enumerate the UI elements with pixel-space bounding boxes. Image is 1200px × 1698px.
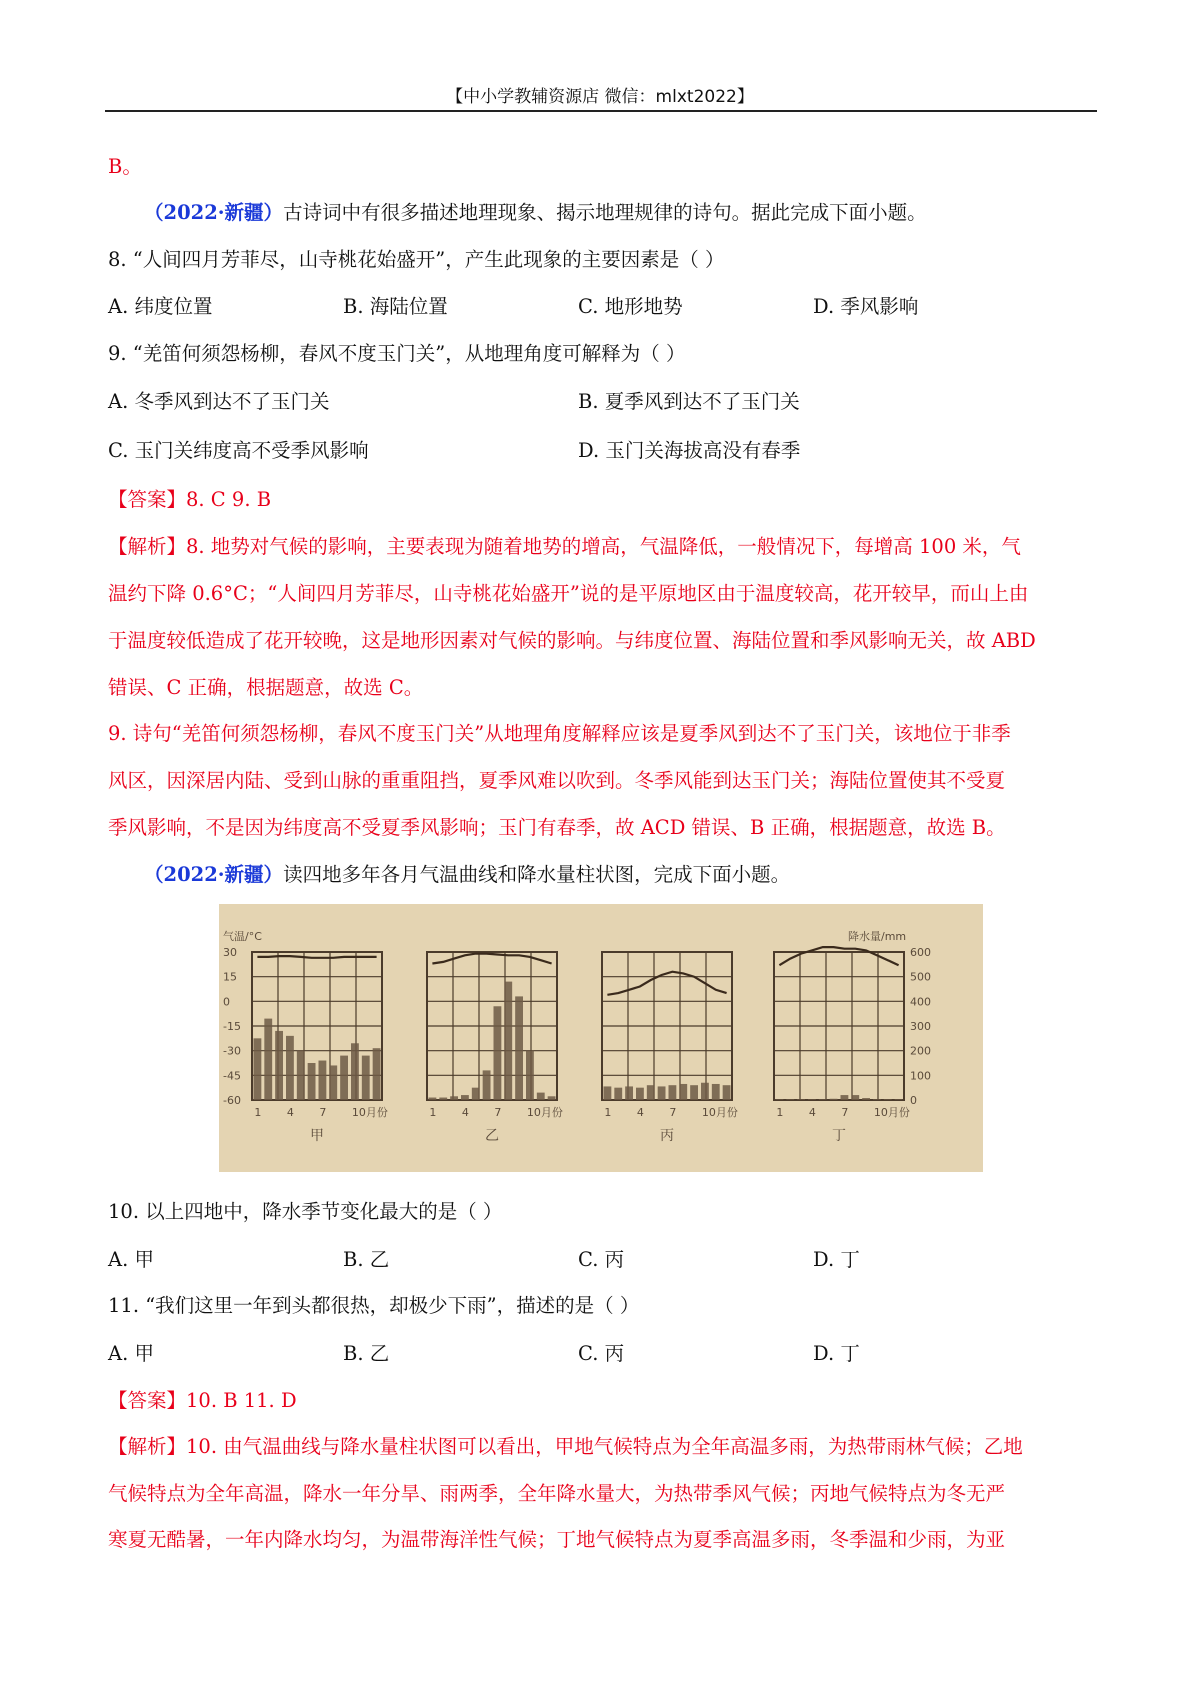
precipitation-bar xyxy=(776,1099,784,1100)
temperature-curve xyxy=(779,947,898,965)
precipitation-bar xyxy=(515,996,523,1100)
precipitation-bar xyxy=(851,1095,859,1100)
q8-option-a: A. 纬度位置 xyxy=(108,295,213,318)
precipitation-bar xyxy=(461,1095,469,1100)
explanation-8-line-2: 温约下降 0.6°C；“人间四月芳菲尽，山寺桃花始盛开”说的是平原地区由于温度较高，花开较早，而山上由 xyxy=(108,582,1029,605)
precipitation-bar xyxy=(797,1099,805,1100)
month-tick-label: 4 xyxy=(461,1106,469,1119)
q9-option-c: C. 玉门关纬度高不受季风影响 xyxy=(108,439,369,462)
temperature-tick-label: 15 xyxy=(223,970,237,984)
explanation-8-line-3: 于温度较低造成了花开较晚，这是地形因素对气候的影响。与纬度位置、海陆位置和季风影响无关，故 ABD xyxy=(108,629,1036,652)
explanation-9-line-1: 9. 诗句“羌笛何须怨杨柳，春风不度玉门关”从地理角度解释应该是夏季风到达不了玉门关，该地位于非季 xyxy=(108,722,1011,745)
precipitation-bar xyxy=(884,1099,892,1100)
month-tick-label: 7 xyxy=(319,1106,327,1119)
page-header: 【中小学教辅资源店 微信：mlxt2022】 xyxy=(446,87,754,107)
precipitation-bar xyxy=(625,1086,633,1100)
precipitation-bar xyxy=(264,1019,272,1100)
precipitation-bar xyxy=(873,1099,881,1100)
month-tick-label: 4 xyxy=(286,1106,294,1119)
precipitation-bar xyxy=(614,1088,622,1100)
precipitation-bar xyxy=(472,1088,480,1100)
precipitation-bar xyxy=(504,982,512,1100)
precipitation-axis-label: 降水量/mm xyxy=(848,930,907,943)
precipitation-bar xyxy=(862,1098,870,1100)
source-tag: （2022·新疆） xyxy=(144,863,284,886)
intro-text: 古诗词中有很多描述地理现象、揭示地理规律的诗句。据此完成下面小题。 xyxy=(283,201,927,224)
month-tick-label: 10月份 xyxy=(526,1106,563,1119)
explanation-9-line-2: 风区，因深居内陆、受到山脉的重重阻挡，夏季风难以吹到。冬季风能到达玉门关；海陆位置使其不受夏 xyxy=(108,769,1006,792)
temperature-tick-label: -30 xyxy=(223,1044,241,1058)
precipitation-bar xyxy=(329,1065,337,1100)
precipitation-bar xyxy=(362,1056,370,1100)
answer-10-11: 【答案】10. B 11. D xyxy=(108,1389,297,1412)
temperature-curve xyxy=(607,972,726,995)
q9-option-a: A. 冬季风到达不了玉门关 xyxy=(108,390,330,413)
month-tick-label: 7 xyxy=(841,1106,849,1119)
q8-option-b: B. 海陆位置 xyxy=(343,295,448,318)
month-tick-label: 4 xyxy=(636,1106,644,1119)
month-tick-label: 1 xyxy=(776,1106,784,1119)
question-11: 11. “我们这里一年到头都很热，却极少下雨”，描述的是（ ） xyxy=(108,1294,640,1317)
header-rule xyxy=(105,110,1097,112)
precipitation-bar xyxy=(786,1099,794,1100)
temperature-tick-label: -15 xyxy=(223,1020,241,1033)
explanation-8-line-1: 【解析】8. 地势对气候的影响，主要表现为随着地势的增高，气温降低，一般情况下，每增高 100 米，气 xyxy=(108,535,1021,558)
precipitation-bar xyxy=(483,1070,491,1100)
intro-line-2 xyxy=(144,861,790,889)
question-9: 9. “羌笛何须怨杨柳，春风不度玉门关”，从地理角度可解释为（ ） xyxy=(108,342,686,365)
month-tick-label: 4 xyxy=(808,1106,816,1119)
panel-label: 丁 xyxy=(832,1128,846,1144)
month-tick-label: 7 xyxy=(494,1106,502,1119)
precipitation-tick-label: 400 xyxy=(910,995,931,1009)
month-tick-label: 10月份 xyxy=(351,1106,388,1119)
explanation-8-line-4: 错误、C 正确，根据题意，故选 C。 xyxy=(108,676,424,699)
q8-option-c: C. 地形地势 xyxy=(578,295,683,318)
precipitation-bar xyxy=(286,1036,294,1100)
temperature-curve xyxy=(432,954,551,964)
precipitation-bar xyxy=(841,1095,849,1100)
temperature-curve xyxy=(257,956,376,958)
temperature-tick-label: 30 xyxy=(223,946,237,959)
explanation-9-line-3: 季风影响，不是因为纬度高不受夏季风影响；玉门有春季，故 ACD 错误、B 正确，根据题意，故选 B。 xyxy=(108,816,1006,839)
precipitation-tick-label: 600 xyxy=(910,946,931,959)
precipitation-bar xyxy=(658,1086,666,1100)
precipitation-bar xyxy=(429,1098,437,1100)
temperature-tick-label: 0 xyxy=(223,995,230,1009)
answer-fragment: B。 xyxy=(108,155,142,178)
explanation-10-line-3: 寒夏无酷暑，一年内降水均匀，为温带海洋性气候；丁地气候特点为夏季高温多雨，冬季温和少雨，为亚 xyxy=(108,1528,1006,1551)
q10-option-d: D. 丁 xyxy=(813,1248,860,1271)
precipitation-bar xyxy=(604,1086,612,1100)
precipitation-bar xyxy=(373,1048,381,1100)
q10-option-c: C. 丙 xyxy=(578,1248,625,1271)
source-tag: （2022·新疆） xyxy=(144,201,284,224)
precipitation-bar xyxy=(297,1051,305,1100)
precipitation-bar xyxy=(636,1088,644,1100)
precipitation-bar xyxy=(723,1085,731,1100)
precipitation-bar xyxy=(450,1096,458,1100)
intro-text: 读四地多年各月气温曲线和降水量柱状图，完成下面小题。 xyxy=(283,863,791,886)
precipitation-bar xyxy=(308,1063,316,1100)
precipitation-tick-label: 0 xyxy=(910,1094,917,1107)
precipitation-bar xyxy=(819,1099,827,1100)
q10-option-a: A. 甲 xyxy=(108,1248,154,1271)
precipitation-bar xyxy=(351,1043,359,1100)
precipitation-bar xyxy=(647,1085,655,1100)
month-tick-label: 1 xyxy=(254,1106,262,1119)
panel-label: 丙 xyxy=(660,1128,674,1144)
month-tick-label: 10月份 xyxy=(701,1106,738,1119)
precipitation-tick-label: 200 xyxy=(910,1044,931,1058)
precipitation-bar xyxy=(712,1084,720,1100)
precipitation-bar xyxy=(439,1098,447,1100)
answer-8-9: 【答案】8. C 9. B xyxy=(108,488,272,511)
question-10: 10. 以上四地中，降水季节变化最大的是（ ） xyxy=(108,1200,503,1223)
temperature-tick-label: -60 xyxy=(223,1094,241,1107)
precipitation-bar xyxy=(340,1056,348,1100)
precipitation-bar xyxy=(895,1099,903,1100)
month-tick-label: 7 xyxy=(669,1106,677,1119)
q9-option-b: B. 夏季风到达不了玉门关 xyxy=(578,390,800,413)
q11-option-d: D. 丁 xyxy=(813,1342,860,1365)
q11-option-a: A. 甲 xyxy=(108,1342,154,1365)
explanation-10-line-2: 气候特点为全年高温，降水一年分旱、雨两季，全年降水量大，为热带季风气候；丙地气候特点为冬无严 xyxy=(108,1482,1006,1505)
panel-label: 乙 xyxy=(485,1128,499,1144)
month-tick-label: 1 xyxy=(604,1106,612,1119)
panel-label: 甲 xyxy=(310,1128,324,1144)
precipitation-bar xyxy=(830,1099,838,1100)
climate-chart-figure xyxy=(219,904,983,1172)
precipitation-bar xyxy=(679,1084,687,1100)
q11-option-b: B. 乙 xyxy=(343,1342,390,1365)
month-tick-label: 1 xyxy=(429,1106,437,1119)
temperature-axis-label: 气温/°C xyxy=(223,930,262,943)
precipitation-bar xyxy=(526,1051,534,1100)
q9-option-d: D. 玉门关海拔高没有春季 xyxy=(578,439,801,462)
precipitation-bar xyxy=(494,1006,502,1100)
explanation-10-line-1: 【解析】10. 由气温曲线与降水量柱状图可以看出，甲地气候特点为全年高温多雨，为热带雨林气候；乙地 xyxy=(108,1435,1023,1458)
precipitation-bar xyxy=(690,1085,698,1100)
q8-option-d: D. 季风影响 xyxy=(813,295,919,318)
precipitation-bar xyxy=(537,1093,545,1100)
precipitation-tick-label: 300 xyxy=(910,1020,931,1033)
precipitation-tick-label: 500 xyxy=(910,970,931,984)
month-tick-label: 10月份 xyxy=(873,1106,910,1119)
climate-chart xyxy=(219,904,983,1172)
precipitation-bar xyxy=(701,1083,709,1100)
temperature-tick-label: -45 xyxy=(223,1069,241,1083)
precipitation-bar xyxy=(548,1096,556,1100)
q10-option-b: B. 乙 xyxy=(343,1248,390,1271)
precipitation-bar xyxy=(669,1085,677,1100)
q11-option-c: C. 丙 xyxy=(578,1342,625,1365)
precipitation-tick-label: 100 xyxy=(910,1069,931,1083)
precipitation-bar xyxy=(319,1061,327,1100)
precipitation-bar xyxy=(254,1038,262,1100)
precipitation-bar xyxy=(275,1031,283,1100)
intro-line-1 xyxy=(144,199,927,227)
question-8: 8. “人间四月芳菲尽，山寺桃花始盛开”，产生此现象的主要因素是（ ） xyxy=(108,248,725,271)
precipitation-bar xyxy=(808,1099,816,1100)
